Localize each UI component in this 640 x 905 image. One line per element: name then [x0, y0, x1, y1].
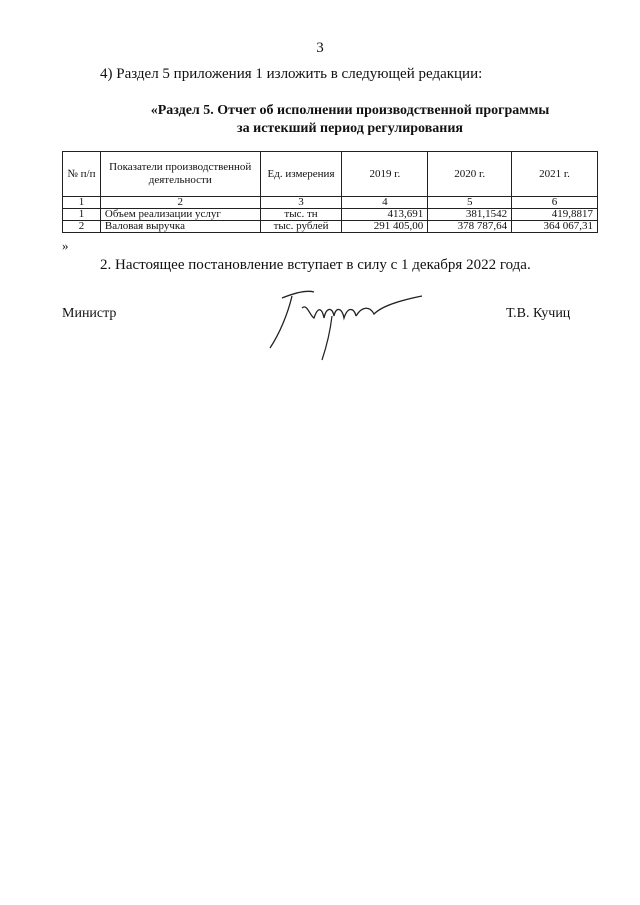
- row-value-2020: 381,1542: [428, 209, 512, 221]
- header-2021: 2021 г.: [512, 152, 598, 197]
- row-value-2019: 291 405,00: [342, 221, 428, 233]
- section-heading: [100, 102, 600, 138]
- row-value-2021: 364 067,31: [512, 221, 598, 233]
- row-unit: тыс. рублей: [260, 221, 342, 233]
- column-number: 4: [342, 197, 428, 209]
- header-2020: 2020 г.: [428, 152, 512, 197]
- header-2019: 2019 г.: [342, 152, 428, 197]
- table-header-row: [63, 152, 598, 197]
- column-number: 5: [428, 197, 512, 209]
- column-number: 6: [512, 197, 598, 209]
- row-number: 1: [63, 209, 101, 221]
- table-row: [63, 209, 598, 221]
- column-number: 3: [260, 197, 342, 209]
- production-program-table: [62, 151, 598, 233]
- row-value-2021: 419,8817: [512, 209, 598, 221]
- section-heading-line2: за истекший период регулирования: [237, 121, 463, 136]
- row-indicator: Валовая выручка: [100, 221, 260, 233]
- table-row: [63, 221, 598, 233]
- column-number-row: [63, 197, 598, 209]
- row-indicator: Объем реализации услуг: [100, 209, 260, 221]
- row-value-2020: 378 787,64: [428, 221, 512, 233]
- signatory-name: Т.В. Кучиц: [506, 306, 571, 321]
- paragraph-effective-date: 2. Настоящее постановление вступает в силу с 1 декабря 2022 года.: [100, 257, 531, 273]
- page-number: 3: [316, 40, 324, 56]
- handwritten-signature: [262, 278, 432, 368]
- column-number: 2: [100, 197, 260, 209]
- header-unit: Ед. измерения: [260, 152, 342, 197]
- row-value-2019: 413,691: [342, 209, 428, 221]
- column-number: 1: [63, 197, 101, 209]
- row-number: 2: [63, 221, 101, 233]
- section-heading-line1: «Раздел 5. Отчет об исполнении производственной программы: [150, 103, 550, 118]
- header-indicator: Показатели производственной деятельности: [100, 152, 260, 197]
- header-number: № п/п: [63, 152, 101, 197]
- closing-quote: »: [62, 238, 69, 253]
- paragraph-amendment: 4) Раздел 5 приложения 1 изложить в следующей редакции:: [100, 66, 483, 82]
- signatory-title: Министр: [62, 306, 117, 321]
- row-unit: тыс. тн: [260, 209, 342, 221]
